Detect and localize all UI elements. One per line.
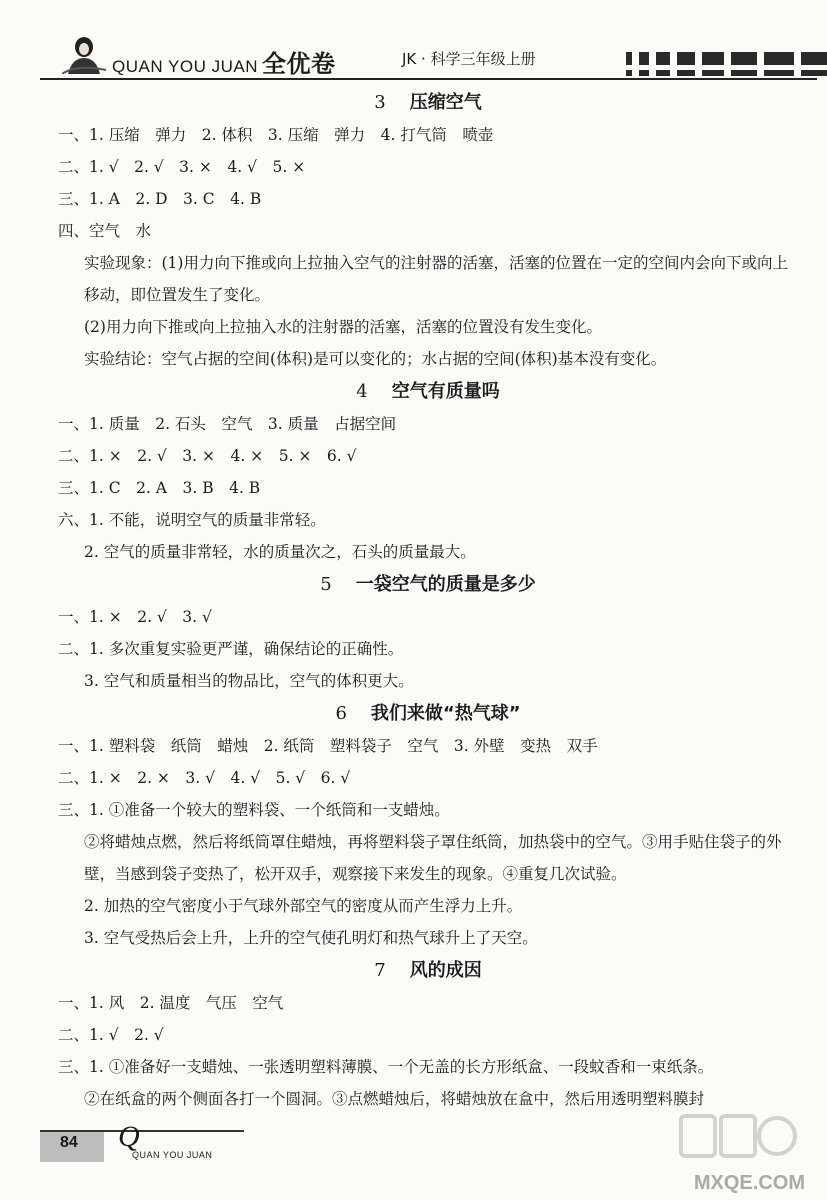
section-title: 5 一袋空气的质量是多少 bbox=[320, 574, 536, 595]
answer-line: 三、1. ①准备好一支蜡烛、一张透明塑料薄膜、一个无盖的长方形纸盒、一段蚊香和一束纸条。 bbox=[58, 1058, 714, 1076]
answer-line: 三、1. C 2. A 3. B 4. B bbox=[58, 479, 261, 497]
answer-line: ②在纸盒的两个侧面各打一个圆洞。③点燃蜡烛后，将蜡烛放在盒中，然后用透明塑料膜封 bbox=[84, 1090, 705, 1108]
answer-line: 二、1. × 2. × 3. √ 4. √ 5. √ 6. √ bbox=[58, 769, 351, 787]
answer-line: 一、1. × 2. √ 3. √ bbox=[58, 608, 212, 626]
section-7 bbox=[58, 954, 798, 1115]
answer-line: 二、1. × 2. √ 3. × 4. × 5. × 6. √ bbox=[58, 447, 357, 465]
answer-paragraph: 实验现象：(1)用力向下推或向上拉抽入空气的注射器的活塞，活塞的位置在一定的空间内会向下或向上移动，即位置发生了变化。 bbox=[84, 254, 788, 304]
answer-content bbox=[58, 86, 798, 1115]
brand-chinese: 全优卷 bbox=[262, 50, 336, 78]
section-6 bbox=[58, 697, 798, 954]
footer-logo: Q bbox=[118, 1120, 140, 1153]
answer-line: 3. 空气和质量相当的物品比，空气的体积更大。 bbox=[84, 672, 414, 690]
section-5 bbox=[58, 568, 798, 697]
answer-line: 二、1. √ 2. √ 3. × 4. √ 5. × bbox=[58, 158, 306, 176]
section-title: 3 压缩空气 bbox=[374, 92, 482, 113]
answer-line: 一、1. 塑料袋 纸筒 蜡烛 2. 纸筒 塑料袋子 空气 3. 外壁 变热 双手 bbox=[58, 737, 598, 755]
answer-line: 实验结论：空气占据的空间(体积)是可以变化的；水占据的空间(体积)基本没有变化。 bbox=[84, 350, 667, 368]
header-decoration-bars bbox=[626, 52, 827, 65]
section-title: 4 空气有质量吗 bbox=[356, 381, 500, 402]
answer-line: 一、1. 风 2. 温度 气压 空气 bbox=[58, 994, 284, 1012]
answer-line: 三、1. ①准备一个较大的塑料袋、一个纸筒和一支蜡烛。 bbox=[58, 801, 450, 819]
footer-logo-text: QUAN YOU JUAN bbox=[132, 1150, 213, 1160]
answer-line: 二、1. 多次重复实验更严谨，确保结论的正确性。 bbox=[58, 640, 404, 658]
book-title: JK · 科学三年级上册 bbox=[402, 50, 536, 68]
answer-line: 3. 空气受热后会上升，上升的空气使孔明灯和热气球升上了天空。 bbox=[84, 929, 538, 947]
section-title: 7 风的成因 bbox=[374, 960, 482, 981]
answer-line: 一、1. 质量 2. 石头 空气 3. 质量 占据空间 bbox=[58, 415, 397, 433]
answer-line: 二、1. √ 2. √ bbox=[58, 1026, 164, 1044]
header-decoration-bars-lower bbox=[626, 70, 827, 76]
brand-latin: QUAN YOU JUAN bbox=[112, 57, 258, 76]
answer-line: (2)用力向下推或向上拉抽入水的注射器的活塞，活塞的位置没有发生变化。 bbox=[84, 318, 602, 336]
section-4 bbox=[58, 375, 798, 568]
answer-line: 三、1. A 2. D 3. C 4. B bbox=[58, 190, 262, 208]
page-header bbox=[40, 30, 817, 80]
section-title: 6 我们来做“热气球” bbox=[335, 703, 521, 724]
answer-line: 一、1. 压缩 弹力 2. 体积 3. 压缩 弹力 4. 打气筒 喷壶 bbox=[58, 126, 494, 144]
answer-line: 四、空气 水 bbox=[58, 222, 152, 240]
student-figure-icon bbox=[62, 34, 106, 74]
answer-line: 2. 加热的空气密度小于气球外部空气的密度从而产生浮力上升。 bbox=[84, 897, 523, 915]
answer-paragraph: ②将蜡烛点燃，然后将纸筒罩住蜡烛，再将塑料袋子罩住纸筒，加热袋中的空气。③用手贴住袋子的外壁，当感到袋子变热了，松开双手，观察接下来发生的现象。④重复几次试验。 bbox=[84, 833, 782, 883]
section-3 bbox=[58, 86, 798, 375]
watermark-text: MXQE.COM bbox=[693, 1172, 805, 1194]
answer-line: 2. 空气的质量非常轻，水的质量次之，石头的质量最大。 bbox=[84, 543, 476, 561]
brand-logo bbox=[112, 44, 336, 79]
page-number: 84 bbox=[60, 1134, 78, 1151]
answer-line: 六、1. 不能，说明空气的质量非常轻。 bbox=[58, 511, 326, 529]
